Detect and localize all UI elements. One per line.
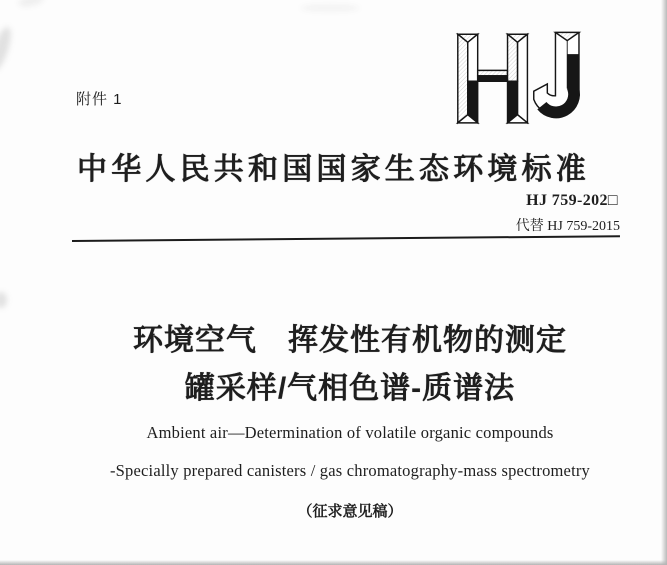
title-en-line2: -Specially prepared canisters / gas chromatography-mass spectrometry (109, 461, 590, 480)
hj-logo (452, 27, 592, 131)
header-rule (72, 235, 620, 242)
replaces-note: 代替 HJ 759-2015 (515, 219, 620, 234)
title-cn-line2: 罐采样/气相色谱-质谱法 (184, 372, 516, 405)
scan-smudge (17, 0, 45, 9)
attachment-label: 附件 1 (76, 91, 123, 108)
draft-status-note: （征求意见稿） (297, 503, 403, 520)
scan-smudge (0, 25, 15, 73)
title-cn-line1: 环境空气 挥发性有机物的测定 (133, 324, 567, 357)
title-en-line1: Ambient air—Determination of volatile organic compounds (146, 423, 554, 442)
hj-logo-text (452, 131, 453, 132)
authority-title: 中华人民共和国国家生态环境标准 (77, 153, 590, 186)
scan-smudge (0, 292, 7, 308)
hj-logo-graphic (452, 27, 592, 131)
scan-smudge (300, 4, 360, 12)
scan-edge-bottom (0, 560, 667, 565)
standard-number: HJ 759-202□ (526, 192, 618, 209)
scan-edge-right (661, 0, 667, 565)
